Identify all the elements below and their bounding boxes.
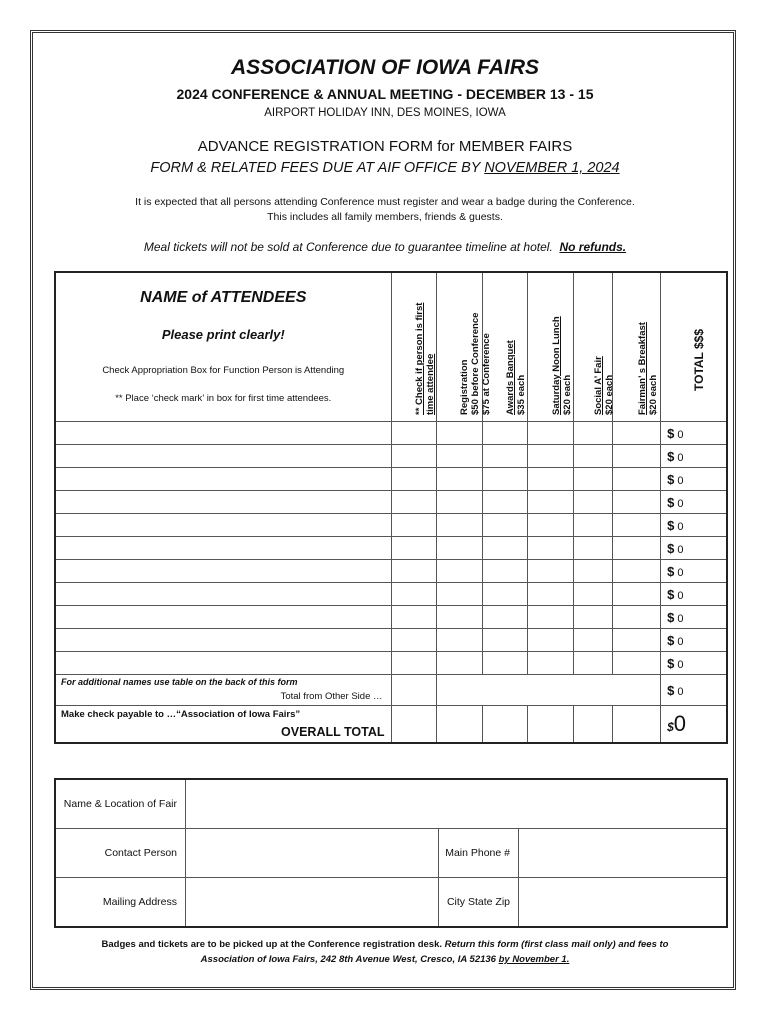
function-check-cell[interactable] (437, 560, 483, 583)
function-check-cell[interactable] (391, 652, 437, 675)
table-row (55, 652, 727, 675)
instruction-1: Check Appropriation Box for Function Person is Attending (102, 365, 345, 376)
fair-input[interactable] (186, 779, 728, 829)
event-title: 2024 CONFERENCE & ANNUAL MEETING - DECEMBER 13 - 15 (176, 86, 594, 102)
function-check-cell[interactable] (437, 537, 483, 560)
row-total: $ 0 (661, 537, 727, 560)
function-check-cell[interactable] (613, 537, 661, 560)
attendee-name-cell[interactable] (55, 422, 391, 445)
table-row (55, 537, 727, 560)
function-check-cell[interactable] (613, 629, 661, 652)
phone-input[interactable] (519, 829, 728, 878)
function-check-cell[interactable] (573, 606, 613, 629)
function-check-cell[interactable] (437, 606, 483, 629)
function-check-cell[interactable] (613, 560, 661, 583)
function-check-cell[interactable] (613, 652, 661, 675)
function-check-cell[interactable] (573, 445, 613, 468)
attendee-name-cell[interactable] (55, 606, 391, 629)
function-check-cell[interactable] (391, 445, 437, 468)
table-row (55, 583, 727, 606)
function-check-cell[interactable] (613, 468, 661, 491)
function-check-cell[interactable] (573, 491, 613, 514)
meal-notice: Meal tickets will not be sold at Conference due to guarantee timeline at hotel. No refunds. (143, 240, 627, 254)
phone-label: Main Phone # (439, 829, 519, 878)
function-check-cell[interactable] (437, 583, 483, 606)
function-check-cell[interactable] (437, 445, 483, 468)
col-social-fair: Social A’ Fair $20 each (573, 272, 613, 422)
contact-label: Contact Person (55, 829, 186, 878)
row-total: $ 0 (661, 629, 727, 652)
table-row (55, 445, 727, 468)
function-check-cell[interactable] (613, 583, 661, 606)
attendance-notice: It is expected that all persons attending Conference must register and wear a badge during the Conference. This includes all family members, friends & guests. (135, 196, 635, 223)
function-check-cell[interactable] (613, 514, 661, 537)
overall-total: $0 (661, 706, 727, 744)
fair-label: Name & Location of Fair (55, 779, 186, 829)
attendee-name-cell[interactable] (55, 445, 391, 468)
function-check-cell[interactable] (391, 629, 437, 652)
function-check-cell[interactable] (482, 629, 528, 652)
attendee-name-cell[interactable] (55, 514, 391, 537)
function-check-cell[interactable] (613, 606, 661, 629)
function-check-cell[interactable] (482, 583, 528, 606)
col-noon-lunch: Saturday Noon Lunch $20 each (528, 272, 574, 422)
row-total: $ 0 (661, 468, 727, 491)
other-side-row (55, 675, 727, 706)
function-check-cell[interactable] (528, 537, 574, 560)
attendee-name-cell[interactable] (55, 537, 391, 560)
table-row (55, 560, 727, 583)
function-check-cell[interactable] (613, 445, 661, 468)
function-check-cell[interactable] (391, 491, 437, 514)
function-check-cell[interactable] (482, 560, 528, 583)
function-check-cell[interactable] (528, 560, 574, 583)
function-check-cell[interactable] (573, 652, 613, 675)
col-awards-banquet: Awards Banquet $35 each (482, 272, 528, 422)
other-side-first-cell[interactable] (391, 675, 437, 706)
function-check-cell[interactable] (528, 445, 574, 468)
table-row (55, 629, 727, 652)
function-check-cell[interactable] (482, 445, 528, 468)
table-header-row (55, 272, 727, 422)
function-check-cell[interactable] (573, 629, 613, 652)
function-check-cell[interactable] (482, 491, 528, 514)
address-input[interactable] (186, 878, 439, 928)
row-total: $ 0 (661, 514, 727, 537)
function-check-cell[interactable] (573, 537, 613, 560)
function-check-cell[interactable] (573, 560, 613, 583)
csz-label: City State Zip (439, 878, 519, 928)
function-check-cell[interactable] (437, 652, 483, 675)
table-row (55, 606, 727, 629)
function-check-cell[interactable] (437, 514, 483, 537)
row-total: $ 0 (661, 445, 727, 468)
attendee-name-cell[interactable] (55, 468, 391, 491)
attendee-name-cell[interactable] (55, 491, 391, 514)
function-check-cell[interactable] (528, 606, 574, 629)
col-total: TOTAL $$$ (661, 272, 727, 422)
function-check-cell[interactable] (437, 422, 483, 445)
function-check-cell[interactable] (391, 422, 437, 445)
col-breakfast: Fairman’ s Breakfast $20 each (613, 272, 661, 422)
no-refunds: No refunds. (559, 240, 627, 254)
due-date: NOVEMBER 1, 2024 (484, 160, 620, 176)
print-clearly: Please print clearly! (161, 327, 285, 342)
function-check-cell[interactable] (528, 422, 574, 445)
table-row (55, 514, 727, 537)
function-check-cell[interactable] (482, 606, 528, 629)
row-total: $ 0 (661, 606, 727, 629)
function-check-cell[interactable] (573, 583, 613, 606)
function-check-cell[interactable] (391, 468, 437, 491)
function-check-cell[interactable] (613, 491, 661, 514)
row-total: $ 0 (661, 491, 727, 514)
name-header-cell (55, 272, 391, 422)
function-check-cell[interactable] (482, 422, 528, 445)
function-check-cell[interactable] (528, 629, 574, 652)
fair-contact-table (54, 778, 728, 928)
table-row (55, 468, 727, 491)
table-row (55, 422, 727, 445)
function-check-cell[interactable] (528, 468, 574, 491)
attendee-name-cell[interactable] (55, 583, 391, 606)
function-check-cell[interactable] (391, 583, 437, 606)
contact-input[interactable] (186, 829, 439, 878)
org-title: ASSOCIATION OF IOWA FAIRS (230, 56, 539, 79)
function-check-cell[interactable] (528, 652, 574, 675)
row-total: $ 0 (661, 652, 727, 675)
attendee-name-cell[interactable] (55, 652, 391, 675)
function-check-cell[interactable] (482, 537, 528, 560)
function-check-cell[interactable] (391, 560, 437, 583)
col-registration: Registration $50 before Conference $75 at Conference (437, 272, 483, 422)
function-check-cell[interactable] (573, 468, 613, 491)
function-check-cell[interactable] (482, 652, 528, 675)
due-line: FORM & RELATED FEES DUE AT AIF OFFICE BY NOVEMBER 1, 2024 (150, 160, 620, 176)
function-check-cell[interactable] (482, 468, 528, 491)
csz-input[interactable] (519, 878, 728, 928)
footer-note: Badges and tickets are to be picked up at the Conference registration desk. Return this form (first class mail only) and fees to Association of Iowa Fairs, 242 8th Avenue West, Cresco, IA 52136 by November 1. (101, 939, 669, 965)
venue: AIRPORT HOLIDAY INN, DES MOINES, IOWA (264, 107, 506, 119)
function-check-cell[interactable] (391, 514, 437, 537)
instruction-2: ** Place ‘check mark’ in box for first time attendees. (115, 393, 332, 404)
row-total: $ 0 (661, 583, 727, 606)
function-check-cell[interactable] (437, 491, 483, 514)
function-check-cell[interactable] (482, 514, 528, 537)
name-heading: NAME of ATTENDEES (140, 289, 307, 306)
function-check-cell[interactable] (437, 629, 483, 652)
attendee-name-cell[interactable] (55, 560, 391, 583)
function-check-cell[interactable] (573, 514, 613, 537)
function-check-cell[interactable] (613, 422, 661, 445)
row-total: $ 0 (661, 560, 727, 583)
function-check-cell[interactable] (391, 606, 437, 629)
function-check-cell[interactable] (437, 468, 483, 491)
function-check-cell[interactable] (573, 422, 613, 445)
form-title: ADVANCE REGISTRATION FORM for MEMBER FAIRS (197, 138, 573, 155)
row-total: $ 0 (661, 422, 727, 445)
other-side-total: $ 0 (661, 675, 727, 706)
overall-label-cell: Make check payable to …“Association of Iowa Fairs” OVERALL TOTAL (55, 706, 391, 744)
function-check-cell[interactable] (391, 537, 437, 560)
overall-row (55, 706, 727, 744)
col-first-time: ** Check if person is first time attendee (391, 272, 437, 422)
table-row (55, 491, 727, 514)
address-label: Mailing Address (55, 878, 186, 928)
function-check-cell[interactable] (528, 514, 574, 537)
other-side-cell: For additional names use table on the back of this form Total from Other Side … (55, 675, 391, 706)
attendee-name-cell[interactable] (55, 629, 391, 652)
attendee-table (54, 271, 728, 744)
function-check-cell[interactable] (528, 583, 574, 606)
function-check-cell[interactable] (528, 491, 574, 514)
